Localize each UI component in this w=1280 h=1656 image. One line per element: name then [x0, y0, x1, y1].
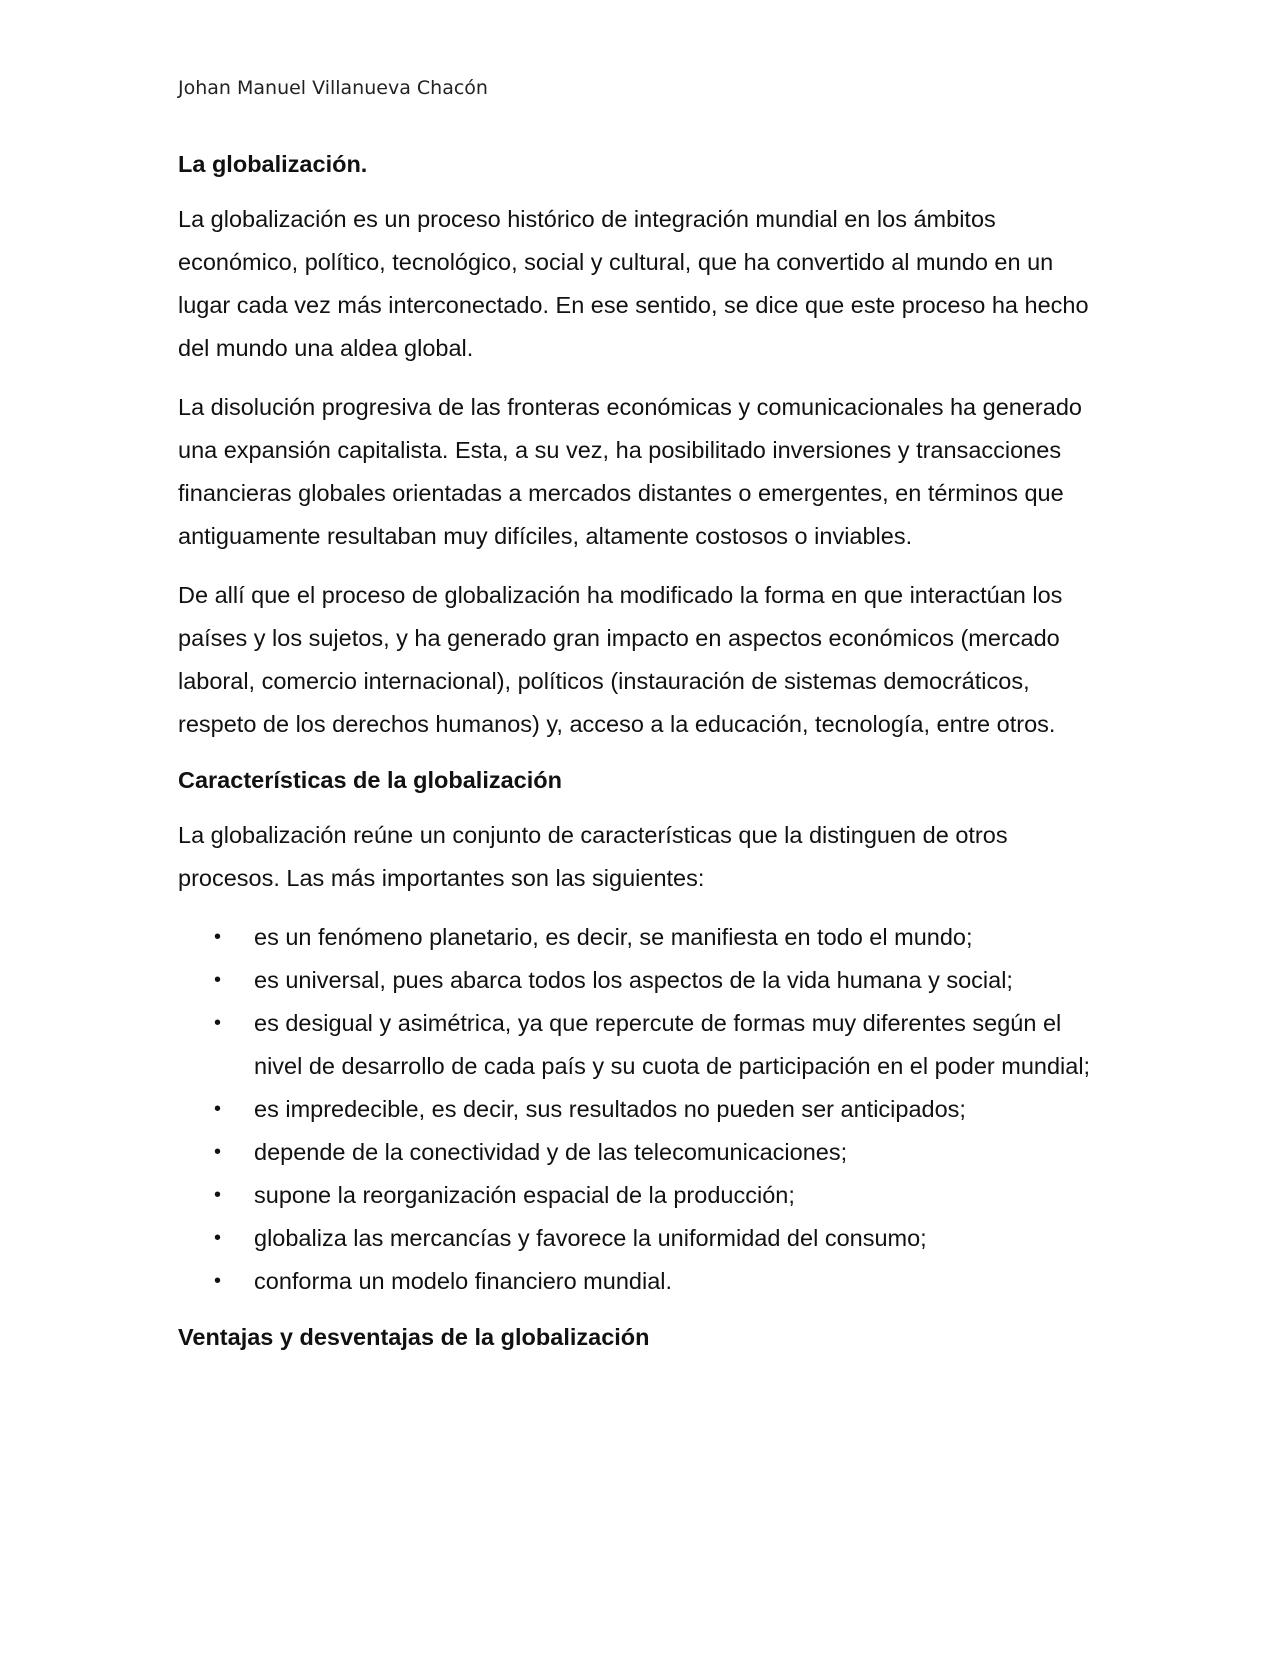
bullet-icon: • — [214, 1141, 222, 1163]
list-item-text: es un fenómeno planetario, es decir, se manifiesta en todo el mundo; — [254, 924, 973, 950]
list-item-text: supone la reorganización espacial de la producción; — [254, 1182, 795, 1208]
list-item — [178, 916, 1108, 959]
document-title: La globalización. — [178, 151, 368, 177]
bullet-icon: • — [214, 1098, 222, 1120]
bullet-icon: • — [214, 1012, 222, 1034]
list-item — [178, 1131, 1108, 1174]
section-heading-advantages: Ventajas y desventajas de la globalización — [178, 1324, 650, 1350]
list-item — [178, 959, 1108, 1002]
paragraph: La globalización es un proceso histórico de integración mundial en los ámbitos económico, político, tecnológico, social y cultural, que ha convertido al mundo en un lugar cada vez más interconectado. En ese sentido, se dice que este proceso ha hecho del mundo una aldea global. — [178, 206, 1089, 361]
list-item-text: es impredecible, es decir, sus resultados no pueden ser anticipados; — [254, 1096, 966, 1122]
section-heading-characteristics: Características de la globalización — [178, 767, 562, 793]
characteristics-list — [178, 916, 1108, 1303]
characteristics-intro: La globalización reúne un conjunto de características que la distinguen de otros procesos. Las más importantes son las siguientes: — [178, 822, 1008, 891]
list-item-text: globaliza las mercancías y favorece la uniformidad del consumo; — [254, 1225, 927, 1251]
bullet-icon: • — [214, 926, 222, 948]
bullet-icon: • — [214, 1270, 222, 1292]
paragraph: La disolución progresiva de las fronteras económicas y comunicacionales ha generado una expansión capitalista. Esta, a su vez, ha posibilitado inversiones y transacciones financieras globales orientadas a mercados distantes o emergentes, en términos que antiguamente resultaban muy difíciles, altamente costosos o inviables. — [178, 394, 1082, 549]
bullet-icon: • — [214, 1227, 222, 1249]
bullet-icon: • — [214, 1184, 222, 1206]
paragraph: De allí que el proceso de globalización ha modificado la forma en que interactúan los países y los sujetos, y ha generado gran impacto en aspectos económicos (mercado laboral, comercio internacional), políticos (instauración de sistemas democráticos, respeto de los derechos humanos) y, acceso a la educación, tecnología, entre otros. — [178, 582, 1063, 737]
list-item — [178, 1088, 1108, 1131]
document-body — [178, 146, 1108, 1371]
list-item — [178, 1217, 1108, 1260]
list-item — [178, 1260, 1108, 1303]
list-item-text: es desigual y asimétrica, ya que repercute de formas muy diferentes según el nivel de desarrollo de cada país y su cuota de participación en el poder mundial; — [254, 1010, 1091, 1079]
list-item-text: es universal, pues abarca todos los aspectos de la vida humana y social; — [254, 967, 1013, 993]
header-author: Johan Manuel Villanueva Chacón — [178, 77, 488, 99]
list-item-text: conforma un modelo financiero mundial. — [254, 1268, 673, 1294]
list-item-text: depende de la conectividad y de las telecomunicaciones; — [254, 1139, 848, 1165]
list-item — [178, 1002, 1108, 1088]
list-item — [178, 1174, 1108, 1217]
bullet-icon: • — [214, 969, 222, 991]
